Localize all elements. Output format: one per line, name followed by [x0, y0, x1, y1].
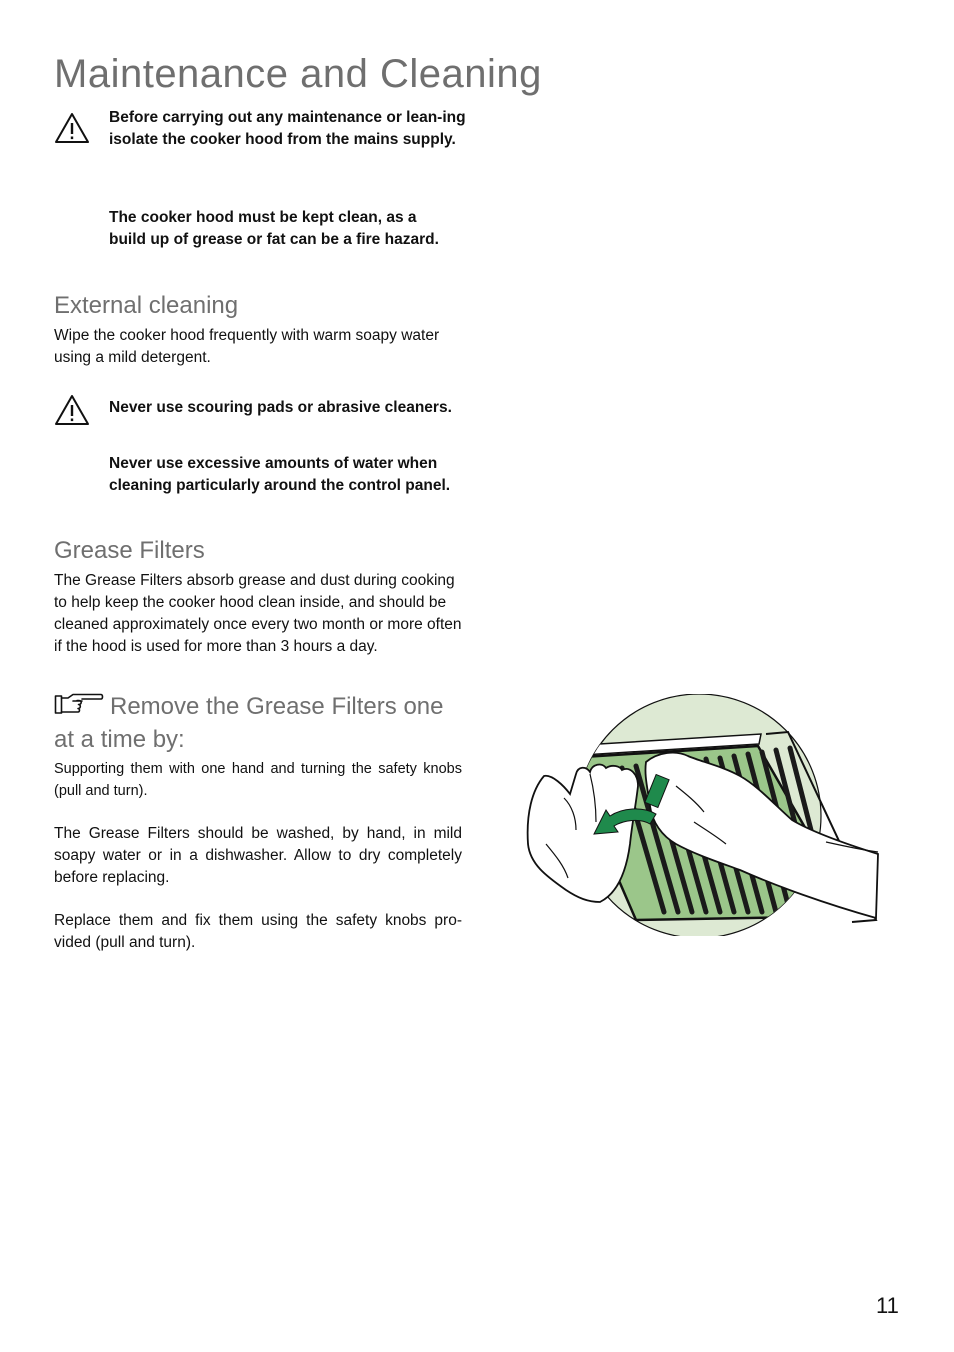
grease-filters-text: The Grease Filters absorb grease and dust during cooking to help keep the cooker hood clean inside, and should be cleaned approximately once every two month or more often if the hood is used for more than 3 hours a day.: [54, 572, 462, 655]
warning-scouring-text: Never use scouring pads or abrasive cleaners.: [109, 399, 452, 416]
warning-fire-hazard-text: The cooker hood must be kept clean, as a build up of grease or fat can be a fire hazard.: [109, 209, 439, 248]
pointing-hand-icon: [54, 692, 104, 716]
remove-step-2-text: The Grease Filters should be washed, by hand, in mild soapy water or in a dishwasher. Allow to dry completely before replacing.: [54, 825, 462, 886]
page-number: 11: [876, 1293, 899, 1318]
page-title: Maintenance and Cleaning: [54, 52, 542, 96]
warning-isolate-text: Before carrying out any maintenance or lean-ing isolate the cooker hood from the mains supply.: [109, 109, 466, 148]
remove-filters-heading-text: Remove the Grease Filters one at a time by:: [54, 693, 444, 753]
filter-removal-illustration: [526, 694, 882, 936]
warning-triangle-icon: [54, 112, 90, 144]
warning-triangle-icon: [54, 394, 90, 426]
remove-step-1-text: Supporting them with one hand and turning the safety knobs (pull and turn).: [54, 761, 462, 799]
external-cleaning-heading: External cleaning: [54, 292, 239, 319]
warning-water-text: Never use excessive amounts of water when cleaning particularly around the control panel.: [109, 455, 451, 494]
grease-filters-heading: Grease Filters: [54, 537, 205, 564]
remove-filters-heading: [54, 690, 462, 756]
remove-step-3-text: Replace them and fix them using the safety knobs pro-vided (pull and turn).: [54, 912, 462, 951]
external-cleaning-text: Wipe the cooker hood frequently with warm soapy water using a mild detergent.: [54, 327, 440, 366]
